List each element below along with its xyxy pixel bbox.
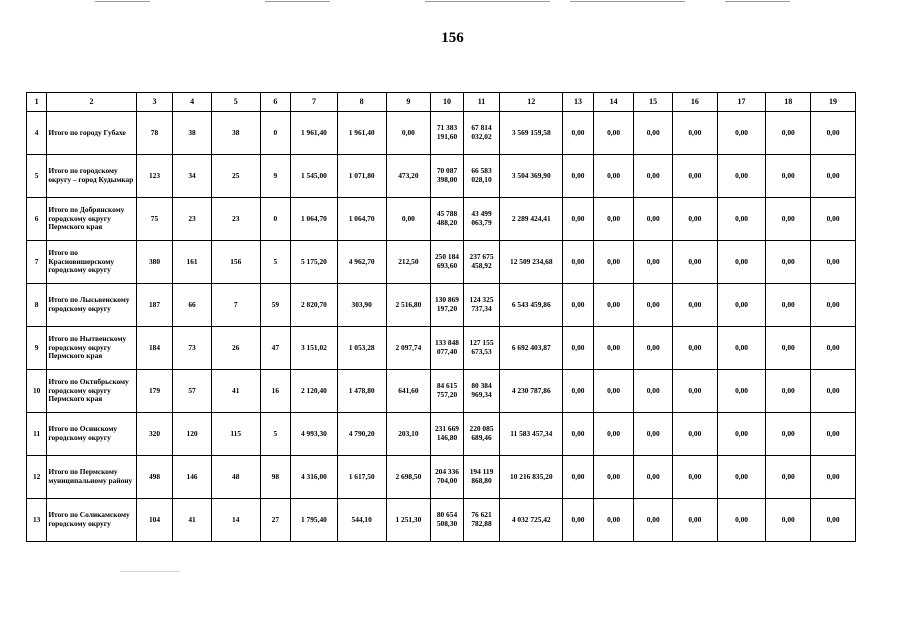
value-cell-19: 0,00 [811, 112, 856, 155]
value-cell-16: 0,00 [672, 198, 717, 241]
value-cell-9: 473,20 [386, 155, 431, 198]
value-cell-17: 0,00 [717, 284, 766, 327]
value-cell-11 [463, 284, 500, 327]
value-cell-15: 0,00 [634, 327, 673, 370]
value-cell-13: 0,00 [563, 284, 593, 327]
row-name-cell: Итого по Пермскому муниципальному району [47, 456, 136, 499]
value-cell-9: 203,10 [386, 413, 431, 456]
value-cell-10 [431, 155, 464, 198]
page-number: 156 [441, 30, 464, 46]
row-number-cell: 8 [27, 284, 47, 327]
value-line: 458,92 [471, 261, 492, 270]
column-header-2: 2 [47, 93, 136, 112]
top-rule [425, 1, 550, 2]
value-cell-11 [463, 155, 500, 198]
column-header-6: 6 [260, 93, 290, 112]
value-cell-15: 0,00 [634, 413, 673, 456]
value-cell-12: 2 289 424,41 [500, 198, 563, 241]
value-line: 197,20 [436, 304, 458, 313]
value-cell-14: 0,00 [593, 241, 634, 284]
row-number-cell: 12 [27, 456, 47, 499]
value-cell-19: 0,00 [811, 155, 856, 198]
value-cell-6: 9 [260, 155, 290, 198]
value-line: 398,00 [436, 175, 458, 184]
value-cell-7: 3 151,02 [291, 327, 338, 370]
value-cell-13: 0,00 [563, 112, 593, 155]
report-table [26, 92, 856, 542]
value-line: 146,80 [436, 433, 458, 442]
value-line: 737,34 [471, 304, 492, 313]
value-cell-4: 41 [173, 499, 212, 542]
row-name-cell: Итого по Октябрьскому городскому округу Пермского края [47, 370, 136, 413]
value-line: 689,46 [471, 433, 492, 442]
table-row [27, 413, 856, 456]
table-row [27, 112, 856, 155]
value-cell-8: 303,90 [337, 284, 386, 327]
value-cell-5: 115 [211, 413, 260, 456]
value-cell-18: 0,00 [766, 284, 811, 327]
value-cell-3: 123 [136, 155, 173, 198]
value-cell-3: 498 [136, 456, 173, 499]
value-cell-12: 10 216 835,20 [500, 456, 563, 499]
row-name-cell: Итого по Нытвенскому городскому округу Пермского края [47, 327, 136, 370]
value-cell-18: 0,00 [766, 155, 811, 198]
table-row [27, 327, 856, 370]
table-row [27, 155, 856, 198]
value-cell-16: 0,00 [672, 241, 717, 284]
value-cell-17: 0,00 [717, 155, 766, 198]
value-cell-11 [463, 241, 500, 284]
value-cell-12: 3 569 159,58 [500, 112, 563, 155]
value-line: 077,40 [436, 347, 458, 356]
column-header-16: 16 [672, 93, 717, 112]
value-cell-9: 2 698,50 [386, 456, 431, 499]
value-cell-10 [431, 284, 464, 327]
value-cell-8: 1 617,50 [337, 456, 386, 499]
value-cell-10 [431, 241, 464, 284]
value-line: 71 383 [436, 123, 458, 133]
value-cell-14: 0,00 [593, 112, 634, 155]
column-header-11: 11 [463, 93, 500, 112]
top-rule [95, 1, 150, 2]
value-cell-19: 0,00 [811, 413, 856, 456]
column-header-8: 8 [337, 93, 386, 112]
value-cell-14: 0,00 [593, 155, 634, 198]
value-cell-14: 0,00 [593, 284, 634, 327]
top-rule [570, 1, 685, 2]
value-cell-15: 0,00 [634, 370, 673, 413]
value-cell-11 [463, 327, 500, 370]
column-header-10: 10 [431, 93, 464, 112]
value-cell-19: 0,00 [811, 198, 856, 241]
value-cell-13: 0,00 [563, 456, 593, 499]
value-cell-5: 7 [211, 284, 260, 327]
value-cell-7: 2 120,40 [291, 370, 338, 413]
value-cell-18: 0,00 [766, 370, 811, 413]
value-line: 028,10 [471, 175, 492, 184]
value-cell-14: 0,00 [593, 370, 634, 413]
value-cell-11 [463, 370, 500, 413]
column-header-19: 19 [811, 93, 856, 112]
value-cell-18: 0,00 [766, 456, 811, 499]
value-cell-9: 641,60 [386, 370, 431, 413]
value-cell-12: 4 032 725,42 [500, 499, 563, 542]
top-rule [725, 1, 790, 2]
value-cell-5: 23 [211, 198, 260, 241]
value-cell-11 [463, 112, 500, 155]
value-cell-17: 0,00 [717, 241, 766, 284]
value-cell-17: 0,00 [717, 456, 766, 499]
value-line: 868,80 [471, 476, 492, 485]
table-row [27, 456, 856, 499]
column-header-5: 5 [211, 93, 260, 112]
value-cell-16: 0,00 [672, 370, 717, 413]
value-cell-3: 179 [136, 370, 173, 413]
value-line: 191,60 [436, 132, 458, 141]
value-cell-18: 0,00 [766, 499, 811, 542]
value-cell-4: 66 [173, 284, 212, 327]
value-line: 127 155 [469, 338, 494, 348]
value-line: 80 384 [471, 381, 492, 391]
value-cell-6: 5 [260, 413, 290, 456]
value-line: 250 184 [434, 252, 459, 262]
row-name-cell: Итого по Добрянскому городскому округу Пермского края [47, 198, 136, 241]
row-number-cell: 7 [27, 241, 47, 284]
value-cell-5: 41 [211, 370, 260, 413]
column-header-3: 3 [136, 93, 173, 112]
value-cell-11 [463, 198, 500, 241]
value-cell-8: 1 053,28 [337, 327, 386, 370]
value-cell-5: 26 [211, 327, 260, 370]
value-cell-19: 0,00 [811, 284, 856, 327]
value-cell-14: 0,00 [593, 456, 634, 499]
table-body [27, 93, 856, 542]
value-cell-3: 78 [136, 112, 173, 155]
value-cell-12: 6 543 459,86 [500, 284, 563, 327]
row-number-cell: 4 [27, 112, 47, 155]
value-line: 220 085 [469, 424, 494, 434]
value-cell-16: 0,00 [672, 284, 717, 327]
value-cell-17: 0,00 [717, 499, 766, 542]
value-cell-9: 1 251,30 [386, 499, 431, 542]
column-header-15: 15 [634, 93, 673, 112]
value-line: 757,20 [436, 390, 458, 399]
value-cell-9: 2 516,80 [386, 284, 431, 327]
value-cell-19: 0,00 [811, 370, 856, 413]
column-header-12: 12 [500, 93, 563, 112]
column-header-7: 7 [291, 93, 338, 112]
value-line: 43 499 [471, 209, 492, 219]
value-line: 237 675 [469, 252, 494, 262]
table-row [27, 284, 856, 327]
value-cell-13: 0,00 [563, 413, 593, 456]
value-cell-13: 0,00 [563, 499, 593, 542]
value-cell-16: 0,00 [672, 327, 717, 370]
value-cell-5: 48 [211, 456, 260, 499]
value-cell-15: 0,00 [634, 456, 673, 499]
value-cell-3: 75 [136, 198, 173, 241]
value-cell-12: 11 583 457,34 [500, 413, 563, 456]
row-name-cell: Итого по Осинскому городскому округу [47, 413, 136, 456]
column-header-9: 9 [386, 93, 431, 112]
value-cell-7: 1 064,70 [291, 198, 338, 241]
value-cell-4: 57 [173, 370, 212, 413]
value-line: 194 119 [469, 467, 494, 477]
value-cell-13: 0,00 [563, 327, 593, 370]
value-cell-10 [431, 413, 464, 456]
table-row [27, 370, 856, 413]
value-cell-4: 23 [173, 198, 212, 241]
row-number-cell: 9 [27, 327, 47, 370]
row-number-cell: 13 [27, 499, 47, 542]
value-line: 80 654 [436, 510, 458, 520]
value-cell-4: 161 [173, 241, 212, 284]
value-cell-6: 0 [260, 112, 290, 155]
value-cell-16: 0,00 [672, 155, 717, 198]
value-cell-14: 0,00 [593, 198, 634, 241]
value-cell-6: 0 [260, 198, 290, 241]
value-cell-15: 0,00 [634, 499, 673, 542]
value-cell-17: 0,00 [717, 198, 766, 241]
value-cell-3: 320 [136, 413, 173, 456]
value-cell-15: 0,00 [634, 241, 673, 284]
row-name-cell: Итого по Соликамскому городскому округу [47, 499, 136, 542]
value-line: 70 087 [436, 166, 458, 176]
value-cell-12: 3 504 369,90 [500, 155, 563, 198]
table-row [27, 241, 856, 284]
value-cell-9: 212,50 [386, 241, 431, 284]
value-line: 488,20 [436, 218, 458, 227]
value-cell-5: 25 [211, 155, 260, 198]
value-cell-7: 4 316,00 [291, 456, 338, 499]
value-cell-17: 0,00 [717, 370, 766, 413]
row-number-cell: 10 [27, 370, 47, 413]
value-cell-18: 0,00 [766, 413, 811, 456]
value-cell-18: 0,00 [766, 327, 811, 370]
value-cell-16: 0,00 [672, 413, 717, 456]
column-header-1: 1 [27, 93, 47, 112]
value-line: 673,53 [471, 347, 492, 356]
value-cell-17: 0,00 [717, 327, 766, 370]
value-line: 032,02 [471, 132, 492, 141]
value-cell-4: 38 [173, 112, 212, 155]
column-header-14: 14 [593, 93, 634, 112]
value-cell-11 [463, 456, 500, 499]
value-cell-18: 0,00 [766, 198, 811, 241]
value-cell-16: 0,00 [672, 456, 717, 499]
value-cell-18: 0,00 [766, 241, 811, 284]
row-number-cell: 6 [27, 198, 47, 241]
value-line: 66 583 [471, 166, 492, 176]
value-cell-18: 0,00 [766, 112, 811, 155]
column-header-17: 17 [717, 93, 766, 112]
value-cell-15: 0,00 [634, 112, 673, 155]
table-row [27, 198, 856, 241]
value-cell-7: 1 961,40 [291, 112, 338, 155]
value-cell-9: 0,00 [386, 198, 431, 241]
value-cell-5: 156 [211, 241, 260, 284]
column-header-18: 18 [766, 93, 811, 112]
value-line: 67 814 [471, 123, 492, 133]
value-cell-10 [431, 327, 464, 370]
value-cell-11 [463, 413, 500, 456]
value-cell-8: 4 790,20 [337, 413, 386, 456]
value-cell-19: 0,00 [811, 327, 856, 370]
value-cell-3: 380 [136, 241, 173, 284]
value-cell-10 [431, 112, 464, 155]
value-cell-5: 14 [211, 499, 260, 542]
value-cell-8: 1 478,80 [337, 370, 386, 413]
value-cell-11 [463, 499, 500, 542]
value-cell-15: 0,00 [634, 198, 673, 241]
table-row [27, 499, 856, 542]
value-line: 133 848 [434, 338, 459, 348]
value-cell-12: 12 509 234,68 [500, 241, 563, 284]
value-cell-19: 0,00 [811, 499, 856, 542]
value-cell-14: 0,00 [593, 499, 634, 542]
value-line: 693,60 [436, 261, 458, 270]
value-line: 508,30 [436, 519, 458, 528]
header-row [27, 93, 856, 112]
value-cell-12: 4 230 787,86 [500, 370, 563, 413]
value-cell-8: 544,10 [337, 499, 386, 542]
column-header-4: 4 [173, 93, 212, 112]
value-line: 969,34 [471, 390, 492, 399]
value-cell-12: 6 692 403,87 [500, 327, 563, 370]
row-name-cell: Итого по городу Губахе [47, 112, 136, 155]
row-number-cell: 5 [27, 155, 47, 198]
value-cell-17: 0,00 [717, 112, 766, 155]
value-cell-7: 1 545,00 [291, 155, 338, 198]
value-cell-9: 0,00 [386, 112, 431, 155]
value-cell-4: 73 [173, 327, 212, 370]
value-cell-3: 184 [136, 327, 173, 370]
value-cell-16: 0,00 [672, 499, 717, 542]
row-name-cell: Итого по Лысьвенскому городскому округу [47, 284, 136, 327]
value-line: 84 615 [436, 381, 458, 391]
value-cell-14: 0,00 [593, 327, 634, 370]
value-cell-10 [431, 198, 464, 241]
value-cell-7: 5 175,20 [291, 241, 338, 284]
value-cell-8: 1 071,80 [337, 155, 386, 198]
value-cell-6: 98 [260, 456, 290, 499]
value-cell-6: 59 [260, 284, 290, 327]
value-cell-6: 47 [260, 327, 290, 370]
row-name-cell: Итого по городскому округу – город Кудымкар [47, 155, 136, 198]
value-line: 204 336 [434, 467, 459, 477]
value-cell-10 [431, 370, 464, 413]
value-cell-6: 5 [260, 241, 290, 284]
value-cell-6: 16 [260, 370, 290, 413]
value-line: 124 325 [469, 295, 494, 305]
value-cell-6: 27 [260, 499, 290, 542]
value-cell-3: 187 [136, 284, 173, 327]
value-cell-19: 0,00 [811, 456, 856, 499]
value-line: 45 788 [436, 209, 458, 219]
value-cell-16: 0,00 [672, 112, 717, 155]
value-cell-4: 34 [173, 155, 212, 198]
value-cell-15: 0,00 [634, 155, 673, 198]
value-cell-13: 0,00 [563, 198, 593, 241]
value-line: 782,88 [471, 519, 492, 528]
value-cell-10 [431, 499, 464, 542]
row-name-cell: Итого по Красновишерскому городскому округу [47, 241, 136, 284]
column-header-13: 13 [563, 93, 593, 112]
value-cell-8: 1 064,70 [337, 198, 386, 241]
value-cell-13: 0,00 [563, 155, 593, 198]
value-cell-13: 0,00 [563, 241, 593, 284]
value-cell-7: 2 820,70 [291, 284, 338, 327]
value-cell-7: 1 795,40 [291, 499, 338, 542]
value-cell-15: 0,00 [634, 284, 673, 327]
value-line: 704,00 [436, 476, 458, 485]
value-cell-13: 0,00 [563, 370, 593, 413]
footer-rule [120, 571, 180, 572]
value-line: 76 621 [471, 510, 492, 520]
value-cell-14: 0,00 [593, 413, 634, 456]
value-cell-19: 0,00 [811, 241, 856, 284]
value-cell-8: 4 962,70 [337, 241, 386, 284]
value-cell-5: 38 [211, 112, 260, 155]
row-number-cell: 11 [27, 413, 47, 456]
value-cell-8: 1 961,40 [337, 112, 386, 155]
value-line: 231 669 [434, 424, 459, 434]
value-cell-17: 0,00 [717, 413, 766, 456]
top-rule [265, 1, 330, 2]
value-cell-9: 2 097,74 [386, 327, 431, 370]
value-cell-10 [431, 456, 464, 499]
value-cell-3: 104 [136, 499, 173, 542]
value-cell-7: 4 993,30 [291, 413, 338, 456]
value-cell-4: 146 [173, 456, 212, 499]
value-cell-4: 120 [173, 413, 212, 456]
value-line: 063,79 [471, 218, 492, 227]
value-line: 130 869 [434, 295, 459, 305]
